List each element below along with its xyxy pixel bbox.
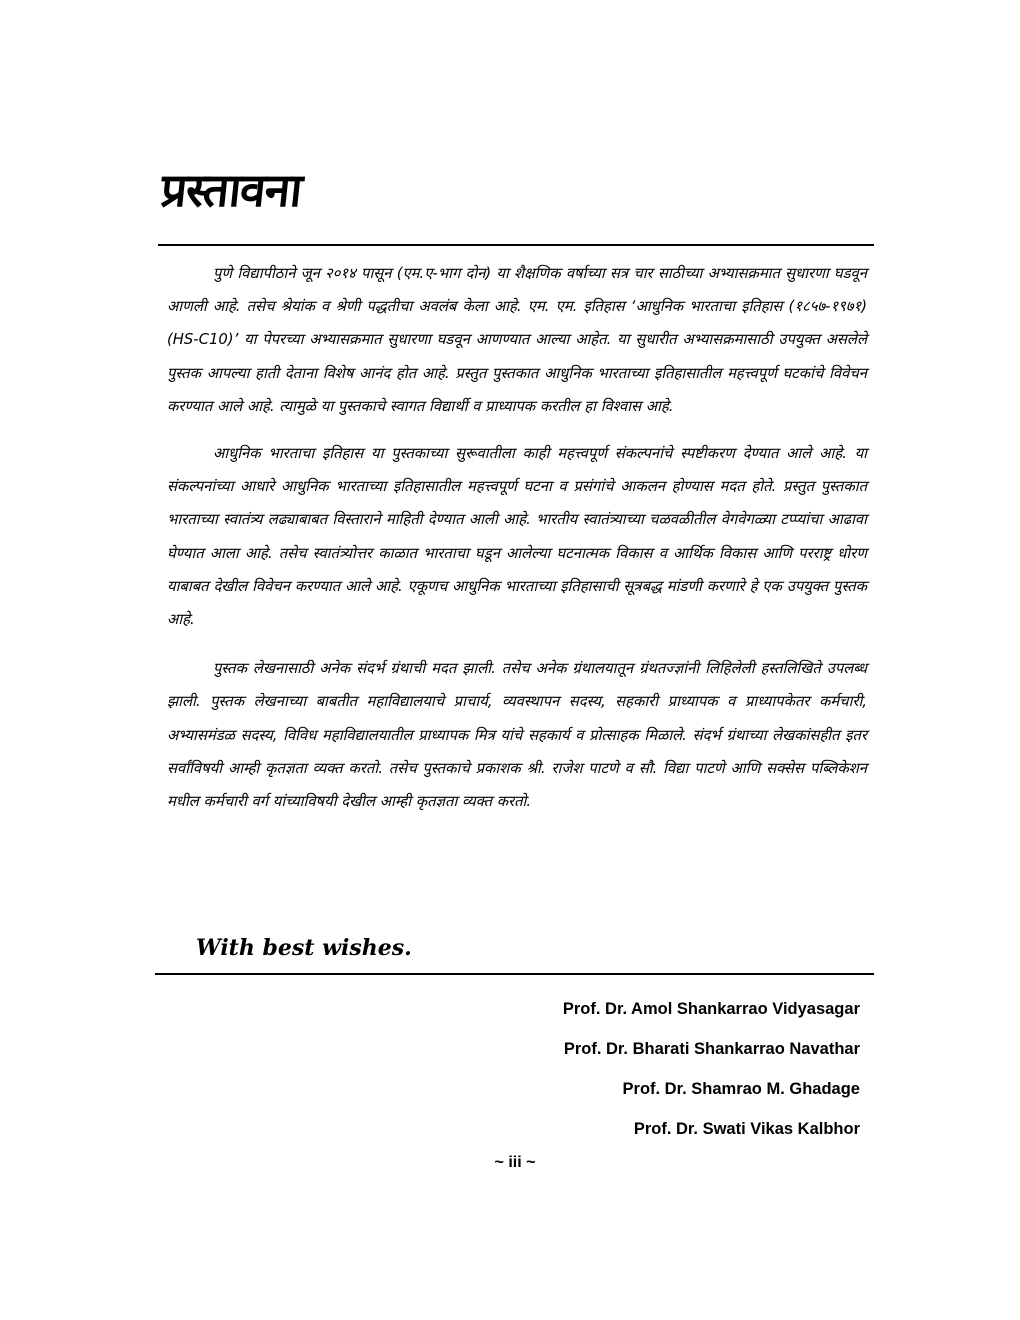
page-number: ~ iii ~ <box>494 1154 536 1171</box>
author-name: Prof. Dr. Bharati Shankarrao Navathar <box>563 1040 860 1058</box>
author-name: Prof. Dr. Amol Shankarrao Vidyasagar <box>562 1000 860 1018</box>
top-divider <box>158 244 874 246</box>
author-list <box>563 992 860 1152</box>
paragraph-1: पुणे विद्यापीठाने जून २०१४ पासून (एम.ए-भाग दोन) या शैक्षणिक वर्षाच्या सत्र चार साठीच्या अभ्यासक्रमात सुधारणा घडवून आणली आहे. तसेच श्रेयांक व श्रेणी पद्धतीचा अवलंब केला आहे. एम. एम. इतिहास ‘आधुनिक भारताचा इतिहास (१८५७-१९७१) (HS-C10)’ या पेपरच्या अभ्यासक्रमात सुधारणा घडवून आणण्यात आल्या आहेत. या सुधारीत अभ्यासक्रमासाठी उपयुक्त असलेले पुस्तक आपल्या हाती देताना विशेष आनंद होत आहे. प्रस्तुत पुस्तकात आधुनिक भारताच्या इतिहासातील महत्त्वपूर्ण घटकांचे विवेचन करण्यात आले आहे. त्यामुळे या पुस्तकाचे स्वागत विद्यार्थी व प्राध्यापक करतील हा विश्वास आहे. <box>167 265 867 415</box>
author-name: Prof. Dr. Swati Vikas Kalbhor <box>633 1120 860 1138</box>
preface-body <box>167 257 867 818</box>
page-title: प्रस्तावना <box>158 163 305 217</box>
paragraph-2: आधुनिक भारताचा इतिहास या पुस्तकाच्या सुरूवातीला काही महत्त्वपूर्ण संकल्पनांचे स्पष्टीकरण देण्यात आले आहे. या संकल्पनांच्या आधारे आधुनिक भारताच्या इतिहासातील महत्त्वपूर्ण घटना व प्रसंगांचे आकलन होण्यास मदत होते. प्रस्तुत पुस्तकात भारताच्या स्वातंत्र्य लढ्याबाबत विस्ताराने माहिती देण्यात आली आहे. भारतीय स्वातंत्र्याच्या चळवळीतील वेगवेगळ्या टप्प्यांचा आढावा घेण्यात आला आहे. तसेच स्वातंत्र्योत्तर काळात भारताचा घडून आलेल्या घटनात्मक विकास व आर्थिक विकास आणि परराष्ट्र धोरण याबाबत देखील विवेचन करण्यात आले आहे. एकूणच आधुनिक भारताच्या इतिहासाची सूत्रबद्ध मांडणी करणारे हे एक उपयुक्त पुस्तक आहे. <box>167 445 867 629</box>
bottom-divider <box>155 973 874 975</box>
author-name: Prof. Dr. Shamrao M. Ghadage <box>622 1080 860 1098</box>
paragraph-3: पुस्तक लेखनासाठी अनेक संदर्भ ग्रंथाची मदत झाली. तसेच अनेक ग्रंथालयातून ग्रंथतज्ज्ञांनी लिहिलेली हस्तलिखिते उपलब्ध झाली. पुस्तक लेखनाच्या बाबतीत महाविद्यालयाचे प्राचार्य, व्यवस्थापन सदस्य, सहकारी प्राध्यापक व प्राध्यापकेतर कर्मचारी, अभ्यासमंडळ सदस्य, विविध महाविद्यालयातील प्राध्यापक मित्र यांचे सहकार्य व प्रोत्साहक मिळाले. संदर्भ ग्रंथाच्या लेखकांसहीत इतर सर्वांविषयी आम्ही कृतज्ञता व्यक्त करतो. तसेच पुस्तकाचे प्रकाशक श्री. राजेश पाटणे व सौ. विद्या पाटणे आणि सक्सेस पब्लिकेशन मधील कर्मचारी वर्ग यांच्याविषयी देखील आम्ही कृतज्ञता व्यक्त करतो. <box>167 660 867 811</box>
closing-wishes: With best wishes. <box>196 935 412 961</box>
